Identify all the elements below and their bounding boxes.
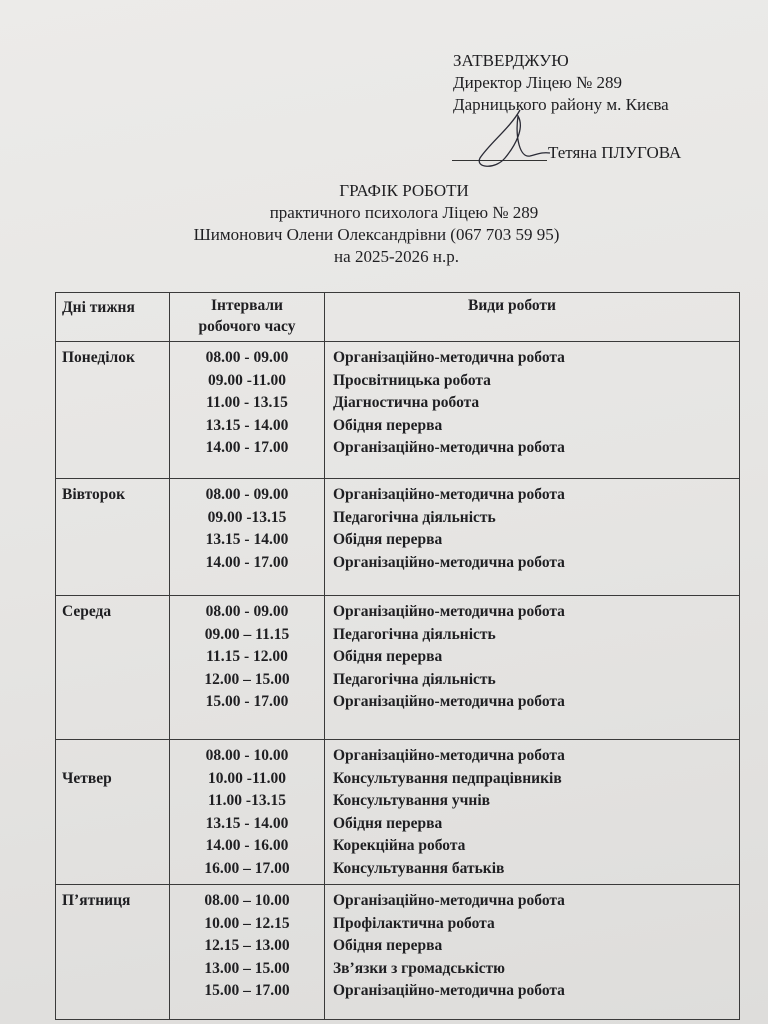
- work-cell: [325, 885, 740, 1020]
- work-cell: [325, 740, 740, 885]
- academic-year: на 2025-2026 н.р.: [334, 247, 459, 266]
- table-row: [56, 885, 740, 1020]
- approval-block: [453, 50, 669, 116]
- handwritten-signature: [470, 108, 560, 170]
- work-type: Організаційно-методична робота: [333, 553, 565, 571]
- time-cell: [170, 479, 325, 596]
- document-title-block: [0, 180, 768, 268]
- document-subtitle: практичного психолога Ліцею № 289: [269, 203, 539, 222]
- work-type: Корекційна робота: [333, 837, 466, 854]
- day-label: Середа: [62, 603, 112, 620]
- time-interval: 12.15 – 13.00: [204, 937, 290, 954]
- work-type: Зв’язки з громадськістю: [333, 959, 505, 977]
- time-interval: 15.00 - 17.00: [205, 693, 289, 710]
- time-interval: 09.00 -13.15: [207, 508, 287, 526]
- time-interval: 08.00 - 10.00: [205, 747, 289, 764]
- work-type: Педагогічна діяльність: [333, 670, 496, 688]
- time-interval: 08.00 - 09.00: [205, 603, 289, 620]
- table-row: [56, 596, 740, 740]
- time-interval: 10.00 – 12.15: [204, 914, 290, 932]
- work-type: Обідня перерва: [333, 937, 443, 954]
- work-type: Консультування батьків: [333, 859, 505, 877]
- header-work: Види роботи: [325, 293, 740, 342]
- work-type: Організаційно-методична робота: [333, 747, 565, 764]
- header-day: Дні тижня: [56, 293, 170, 342]
- day-cell: [56, 342, 170, 479]
- time-interval: 15.00 – 17.00: [204, 982, 290, 999]
- work-type: Організаційно-методична робота: [333, 439, 565, 456]
- header-interval: [170, 293, 325, 342]
- time-interval: 09.00 – 11.15: [204, 625, 290, 643]
- time-interval: 14.00 - 17.00: [205, 439, 289, 456]
- table-header-row: [56, 293, 740, 342]
- time-interval: 16.00 – 17.00: [204, 859, 290, 877]
- work-type: Обідня перерва: [333, 531, 443, 548]
- time-interval: 14.00 - 17.00: [205, 553, 289, 571]
- time-interval: 08.00 - 09.00: [205, 349, 289, 366]
- work-type: Організаційно-методична робота: [333, 693, 565, 710]
- work-type: Обідня перерва: [333, 648, 443, 665]
- work-type: Діагностична робота: [333, 394, 480, 411]
- work-type: Профілактична робота: [333, 914, 495, 932]
- work-type: Організаційно-методична робота: [333, 892, 565, 909]
- table-row: [56, 479, 740, 596]
- time-cell: [170, 596, 325, 740]
- time-interval: 08.00 – 10.00: [204, 892, 290, 909]
- day-cell: [56, 596, 170, 740]
- time-interval: 08.00 - 09.00: [205, 486, 289, 503]
- time-interval: 13.15 - 14.00: [205, 416, 289, 434]
- work-type: Консультування учнів: [333, 792, 490, 809]
- time-interval: 13.15 - 14.00: [205, 531, 289, 548]
- approval-district: Дарницького району м. Києва: [453, 95, 669, 114]
- time-interval: 14.00 - 16.00: [205, 837, 289, 854]
- time-interval: 13.00 – 15.00: [204, 959, 290, 977]
- day-label: Четвер: [62, 769, 112, 787]
- work-type: Просвітницька робота: [333, 371, 491, 389]
- header-interval-line1: Інтервали: [211, 297, 283, 314]
- header-interval-line2: робочого часу: [198, 318, 296, 335]
- approval-position: Директор Ліцею № 289: [453, 73, 623, 92]
- psychologist-name: Шимонович Олени Олександрівни (067 703 59 95): [193, 225, 560, 244]
- work-cell: [325, 342, 740, 479]
- day-cell: [56, 479, 170, 596]
- work-type: Педагогічна діяльність: [333, 625, 496, 643]
- day-label: Понеділок: [62, 349, 135, 366]
- work-type: Обідня перерва: [333, 814, 443, 832]
- day-cell: [56, 885, 170, 1020]
- time-cell: [170, 342, 325, 479]
- day-label: Вівторок: [62, 486, 126, 503]
- day-label: П’ятниця: [62, 892, 131, 909]
- work-type: Обідня перерва: [333, 416, 443, 434]
- work-cell: [325, 479, 740, 596]
- time-interval: 12.00 – 15.00: [204, 670, 290, 688]
- day-cell: [56, 740, 170, 885]
- work-type: Консультування педпрацівників: [333, 769, 562, 787]
- work-cell: [325, 596, 740, 740]
- time-cell: [170, 740, 325, 885]
- work-type: Організаційно-методична робота: [333, 603, 565, 620]
- work-type: Організаційно-методична робота: [333, 982, 565, 999]
- work-type: Організаційно-методична робота: [333, 486, 565, 503]
- table-row: [56, 740, 740, 885]
- time-cell: [170, 885, 325, 1020]
- time-interval: 13.15 - 14.00: [205, 814, 289, 832]
- document-title: ГРАФІК РОБОТИ: [339, 181, 469, 200]
- approval-heading: ЗАТВЕРДЖУЮ: [453, 51, 569, 70]
- time-interval: 11.15 - 12.00: [206, 648, 288, 665]
- time-interval: 10.00 -11.00: [208, 769, 286, 787]
- table-row: [56, 342, 740, 479]
- schedule-table: [55, 292, 740, 1020]
- time-interval: 11.00 - 13.15: [206, 394, 288, 411]
- work-type: Педагогічна діяльність: [333, 508, 496, 526]
- work-type: Організаційно-методична робота: [333, 349, 565, 366]
- time-interval: 11.00 -13.15: [208, 792, 286, 809]
- signatory-name: Тетяна ПЛУГОВА: [548, 143, 682, 162]
- time-interval: 09.00 -11.00: [208, 371, 286, 389]
